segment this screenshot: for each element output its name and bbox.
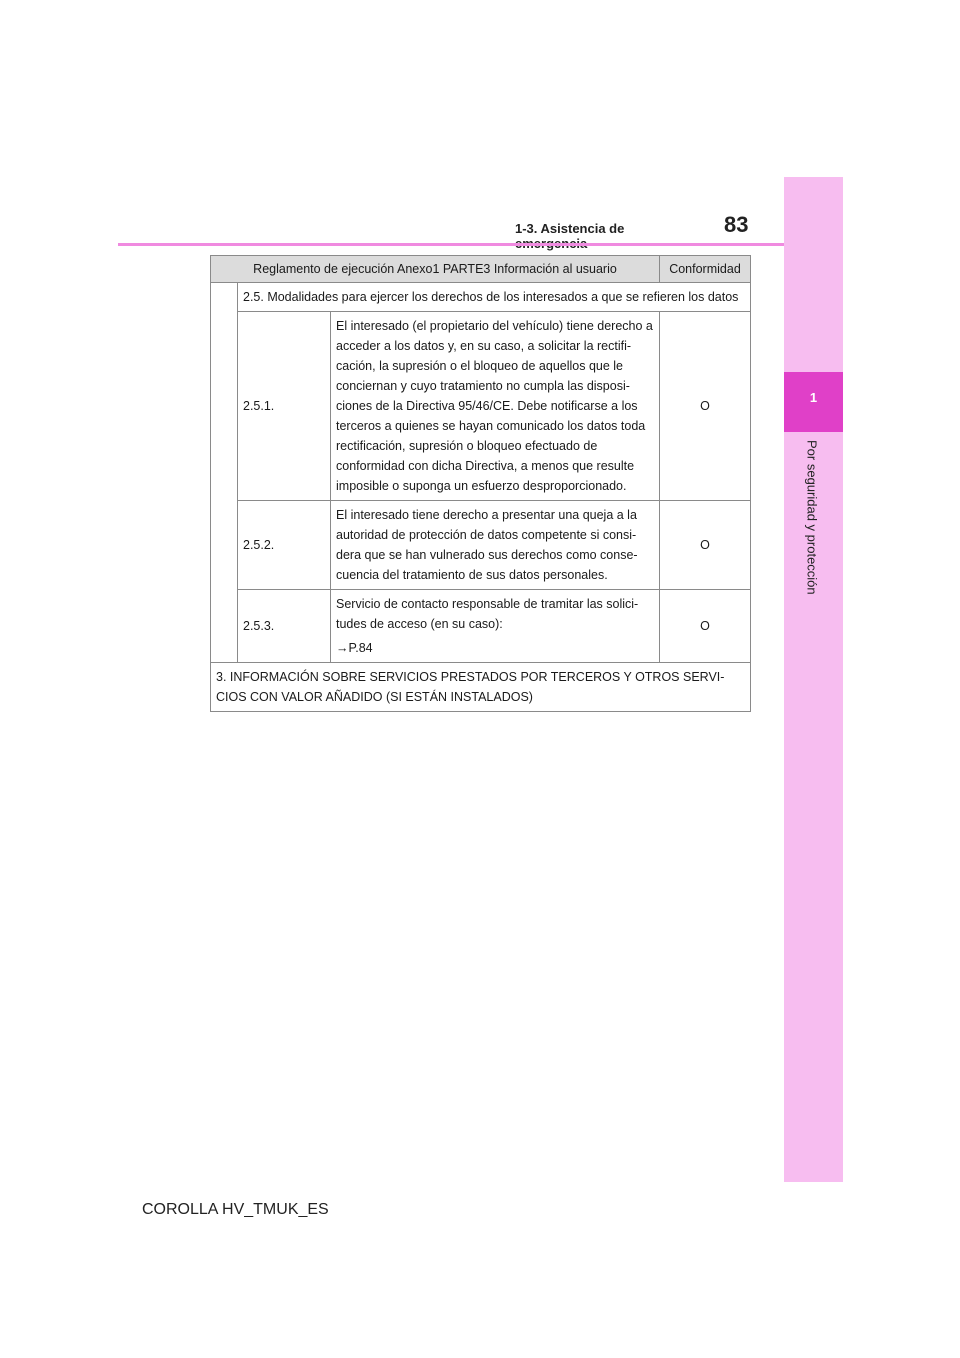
indent-cell (211, 283, 238, 663)
regulation-table (210, 255, 751, 712)
header-divider (118, 243, 784, 246)
section3-title: 3. INFORMACIÓN SOBRE SERVICIOS PRESTADOS POR TERCEROS Y OTROS SERVI-CIOS CON VALOR AÑADIDO (SI ESTÁN INSTALADOS) (211, 663, 751, 712)
table-row (211, 590, 751, 663)
chapter-number: 1 (809, 390, 818, 405)
table-header-row (211, 256, 751, 283)
row-number: 2.5.3. (238, 590, 331, 663)
header-main: Reglamento de ejecución Anexo1 PARTE3 Información al usuario (211, 256, 660, 283)
page-number: 83 (724, 212, 749, 237)
row-text: Servicio de contacto responsable de tramitar las solici-tudes de acceso (en su caso): (336, 597, 639, 631)
group-title: 2.5. Modalidades para ejercer los derechos de los interesados a que se refieren los datos (238, 283, 751, 312)
chapter-side-tab (784, 177, 843, 1182)
footer-document-code: COROLLA HV_TMUK_ES (142, 1201, 329, 1218)
section3-row (211, 663, 751, 712)
page-reference-link[interactable]: →P.84 (336, 641, 373, 655)
section-title: 1-3. Asistencia de (515, 221, 625, 236)
table-row (211, 312, 751, 501)
row-text: El interesado tiene derecho a presentar una queja a la autoridad de protección de datos competente si consi-dera que se han vulnerado sus derechos como conse-cuencia del tratamiento de sus datos personales. (331, 501, 660, 590)
header-conformity: Conformidad (660, 256, 751, 283)
group-title-row (211, 283, 751, 312)
table-row (211, 501, 751, 590)
row-text: El interesado (el propietario del vehículo) tiene derecho a acceder a los datos y, en su caso, a solicitar la rectifi-cación, la supresión o el bloqueo de aquellos que le conciernan y cuyo tratamiento no cumpla las disposi-ciones de la Directiva 95/46/CE. Debe notificarse a los terceros a quienes se hayan comunicado los datos toda rectificación, supresión o bloqueo efectuado de conformidad con dicha Directiva, a menos que resulte imposible o suponga un esfuerzo desproporcionado. (331, 312, 660, 501)
row-conformity: O (660, 590, 751, 663)
row-text-cell (331, 590, 660, 663)
row-number: 2.5.2. (238, 501, 331, 590)
row-conformity: O (660, 312, 751, 501)
chapter-label: Por seguridad y protección (804, 440, 820, 595)
row-conformity: O (660, 501, 751, 590)
row-number: 2.5.1. (238, 312, 331, 501)
